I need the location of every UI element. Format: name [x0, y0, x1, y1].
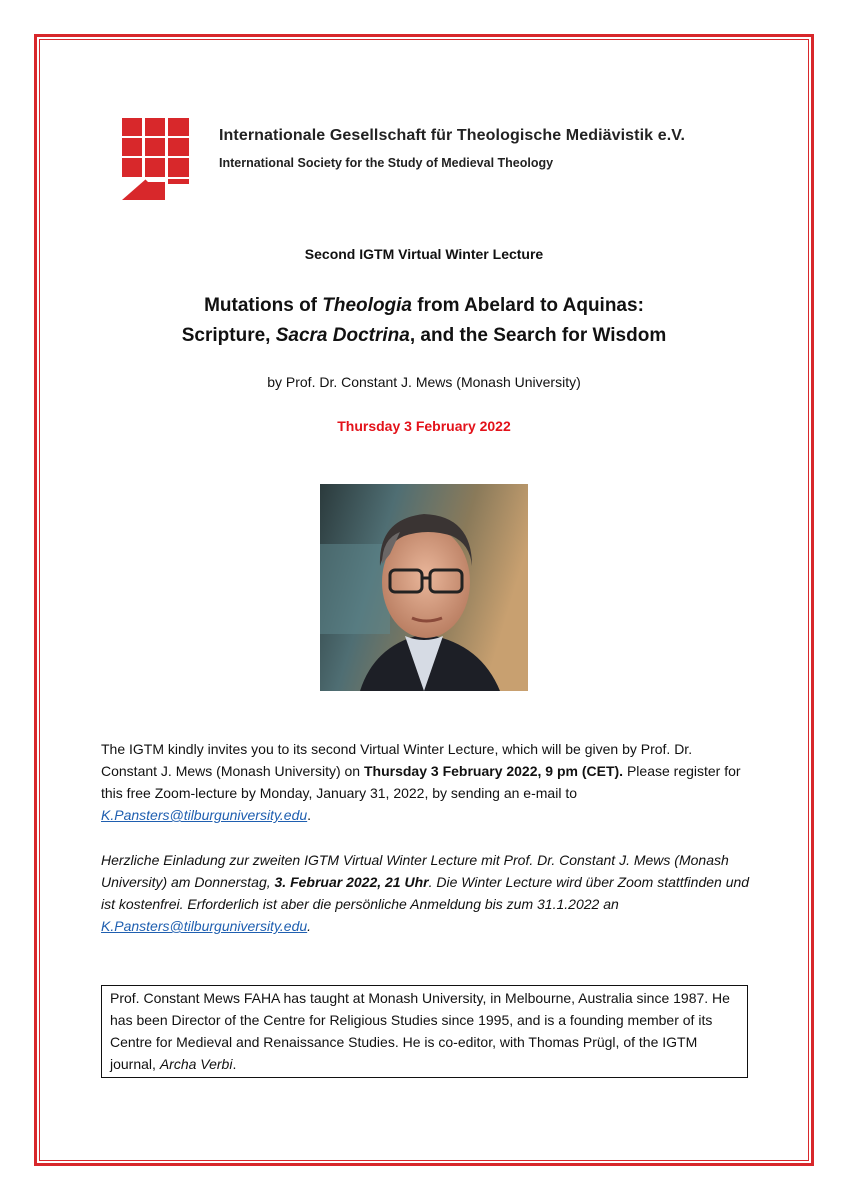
contact-email-link-german[interactable]: K.Pansters@tilburguniversity.edu	[101, 918, 308, 934]
contact-email-link[interactable]: K.Pansters@tilburguniversity.edu	[101, 807, 308, 823]
society-name-english: International Society for the Study of Medieval Theology	[219, 156, 554, 170]
lecture-title-line-2: Scripture, Sacra Doctrina, and the Search for Wisdom	[181, 325, 667, 346]
invitation-english: The IGTM kindly invites you to its second Virtual Winter Lecture, which will be given by Prof. Dr. Constant J. Mews (Monash University) on Thursday 3 February 2022, 9 pm (CET). Please register for this free Zoom-lecture by Monday, January 31, 2022, by sending an e-mail to K.Pansters@tilburguniversity.edu.	[101, 741, 741, 823]
lecture-date: Thursday 3 February 2022	[337, 418, 511, 434]
invitation-german: Herzliche Einladung zur zweiten IGTM Virtual Winter Lecture mit Prof. Dr. Constant J. Mews (Monash University) am Donnerstag, 3. Februar 2022, 21 Uhr. Die Winter Lecture wird über Zoom stattfinden und ist kostenfrei. Erforderlich ist aber die persönliche Anmeldung bis zum 31.1.2022 an K.Pansters@tilburguniversity.edu.	[101, 852, 750, 934]
event-subtitle: Second IGTM Virtual Winter Lecture	[304, 246, 544, 262]
society-name-german: Internationale Gesellschaft für Theologische Mediävistik e.V.	[219, 127, 686, 144]
speaker-byline: by Prof. Dr. Constant J. Mews (Monash University)	[267, 374, 581, 390]
speaker-bio-box: Prof. Constant Mews FAHA has taught at Monash University, in Melbourne, Australia since 1987. He has been Director of the Centre for Religious Studies since 1995, and is a founding member of its Centre for Medieval and Renaissance Studies. He is co-editor, with Thomas Prügl, of the IGTM journal, Archa Verbi.	[101, 985, 748, 1078]
lecture-title	[0, 291, 848, 351]
lecture-title-line-1: Mutations of Theologia from Abelard to Aquinas:	[204, 295, 644, 316]
speaker-portrait-photo	[320, 484, 528, 691]
society-logo-icon	[122, 118, 190, 200]
